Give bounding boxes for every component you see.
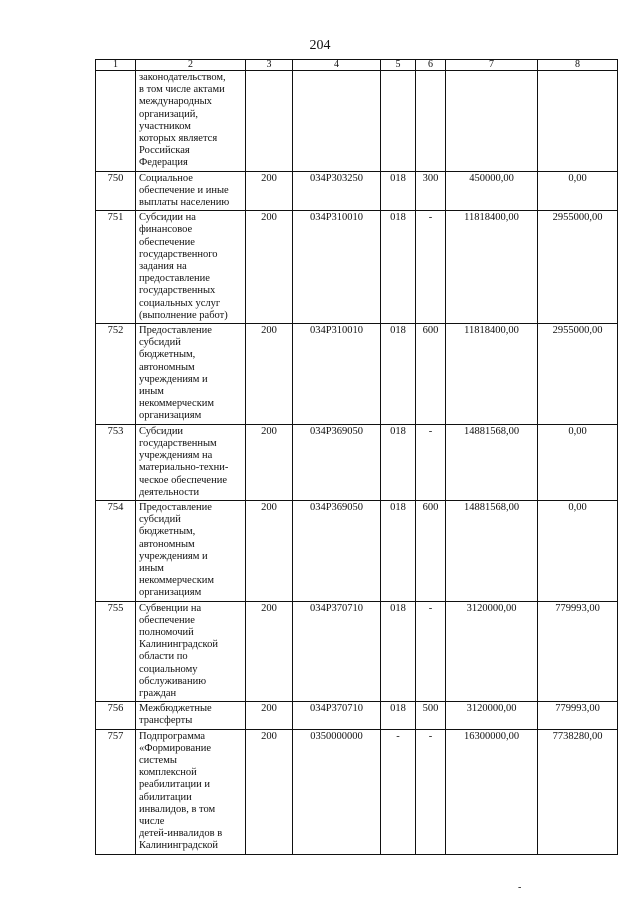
column-header: 2: [136, 60, 246, 71]
description-line: иным: [139, 562, 164, 574]
description-line: учреждениям и: [139, 550, 208, 562]
column-header: 3: [246, 60, 293, 71]
cell-c7: 3120000,00: [446, 702, 538, 729]
description-line: реабилитации и: [139, 779, 210, 791]
column-header: 5: [381, 60, 416, 71]
description-line: задания на: [139, 261, 187, 273]
cell-c3: 200: [246, 211, 293, 324]
description-line: Предоставление: [139, 325, 212, 337]
description-line: которых является: [139, 133, 218, 145]
cell-c4: 034Р310010: [293, 324, 381, 425]
description-line: бюджетным,: [139, 526, 196, 538]
table-row: [96, 424, 618, 500]
row-number: 751: [96, 211, 136, 324]
cell-c3: 200: [246, 424, 293, 500]
cell-c7: 3120000,00: [446, 601, 538, 702]
description-line: Российская: [139, 145, 190, 157]
row-number: 757: [96, 729, 136, 854]
description-line: Калининградской: [139, 639, 218, 651]
description-line: социальному: [139, 663, 198, 675]
description-line: Калининградской: [139, 840, 218, 852]
description-line: деятельности: [139, 486, 200, 498]
description-line: комплексной: [139, 767, 197, 779]
table-row: [96, 601, 618, 702]
cell-c6: 600: [416, 500, 446, 601]
table-body: [96, 71, 618, 855]
description-line: трансферты: [139, 715, 193, 727]
cell-c4: 034Р310010: [293, 211, 381, 324]
description-line: Межбюджетные: [139, 703, 212, 715]
row-number: 752: [96, 324, 136, 425]
description-line: детей-инвалидов в: [139, 828, 223, 840]
cell-c7: 11818400,00: [446, 324, 538, 425]
description-line: учреждениям и: [139, 373, 208, 385]
description-line: ческое обеспечение: [139, 474, 227, 486]
description-line: социальных услуг: [139, 297, 221, 309]
cell-c6: -: [416, 211, 446, 324]
description-line: «Формирование: [139, 742, 212, 754]
cell-c7: 11818400,00: [446, 211, 538, 324]
table-row: [96, 324, 618, 425]
cell-c6: -: [416, 601, 446, 702]
description-line: иным: [139, 386, 164, 398]
description-line: выплаты населению: [139, 197, 230, 209]
cell-c5: -: [381, 729, 416, 854]
cell-c6: 500: [416, 702, 446, 729]
cell-c6: 300: [416, 171, 446, 211]
description-line: международных: [139, 96, 212, 108]
description-line: учреждениям на: [139, 450, 213, 462]
page-number: 204: [309, 38, 331, 53]
row-description: [136, 500, 246, 601]
row-number: 750: [96, 171, 136, 211]
description-line: Федерация: [139, 157, 188, 169]
cell-c3: 200: [246, 500, 293, 601]
row-description: [136, 702, 246, 729]
cell-c7: 14881568,00: [446, 500, 538, 601]
cell-c8: 779993,00: [538, 702, 618, 729]
description-line: финансовое: [139, 224, 193, 236]
cell-c4: 034Р370710: [293, 601, 381, 702]
description-line: организациям: [139, 410, 202, 422]
cell-c6: [416, 71, 446, 172]
description-line: организаций,: [139, 108, 198, 120]
row-description: [136, 211, 246, 324]
table-row: [96, 702, 618, 729]
description-line: обслуживанию: [139, 675, 207, 687]
description-line: Субсидии: [139, 425, 184, 437]
cell-c3: 200: [246, 729, 293, 854]
footer-mark: -: [518, 882, 522, 893]
cell-c3: 200: [246, 702, 293, 729]
cell-c8: 7738280,00: [538, 729, 618, 854]
cell-c8: 2955000,00: [538, 211, 618, 324]
description-line: Предоставление: [139, 501, 212, 513]
row-number: 756: [96, 702, 136, 729]
cell-c7: [446, 71, 538, 172]
description-line: Субсидии на: [139, 212, 196, 224]
table-header: [96, 60, 618, 71]
cell-c8: 2955000,00: [538, 324, 618, 425]
cell-c7: 14881568,00: [446, 424, 538, 500]
description-line: материально-техни-: [139, 462, 229, 474]
cell-c5: 018: [381, 211, 416, 324]
cell-c3: 200: [246, 601, 293, 702]
row-number: [96, 71, 136, 172]
cell-c4: 034Р370710: [293, 702, 381, 729]
row-description: [136, 729, 246, 854]
description-line: государственного: [139, 248, 218, 260]
row-description: [136, 601, 246, 702]
table-row: [96, 500, 618, 601]
description-line: полномочий: [139, 626, 194, 638]
table-row: [96, 71, 618, 172]
description-line: некоммерческим: [139, 398, 215, 410]
cell-c4: 034Р369050: [293, 500, 381, 601]
table-row: [96, 729, 618, 854]
description-line: организациям: [139, 587, 202, 599]
description-line: предоставление: [139, 273, 210, 285]
table-row: [96, 171, 618, 211]
cell-c5: 018: [381, 702, 416, 729]
column-header: 6: [416, 60, 446, 71]
cell-c6: 600: [416, 324, 446, 425]
description-line: субсидий: [139, 514, 181, 526]
cell-c4: 034Р369050: [293, 424, 381, 500]
description-line: в том числе актами: [139, 84, 225, 96]
cell-c8: [538, 71, 618, 172]
row-description: [136, 324, 246, 425]
cell-c4: 0350000000: [293, 729, 381, 854]
description-line: государственным: [139, 437, 217, 449]
description-line: бюджетным,: [139, 349, 196, 361]
cell-c3: 200: [246, 324, 293, 425]
cell-c6: -: [416, 424, 446, 500]
cell-c5: 018: [381, 601, 416, 702]
cell-c5: 018: [381, 324, 416, 425]
cell-c4: 034Р303250: [293, 171, 381, 211]
column-header: 8: [538, 60, 618, 71]
table-row: [96, 211, 618, 324]
description-line: системы: [139, 754, 177, 766]
cell-c3: [246, 71, 293, 172]
description-line: субсидий: [139, 337, 181, 349]
cell-c7: 450000,00: [446, 171, 538, 211]
description-line: области по: [139, 651, 188, 663]
cell-c7: 16300000,00: [446, 729, 538, 854]
description-line: государственных: [139, 285, 216, 297]
column-header: 4: [293, 60, 381, 71]
cell-c8: 0,00: [538, 424, 618, 500]
description-line: обеспечение: [139, 614, 195, 626]
description-line: числе: [139, 815, 165, 827]
column-header: 1: [96, 60, 136, 71]
description-line: инвалидов, в том: [139, 803, 216, 815]
description-line: (выполнение работ): [139, 309, 228, 321]
row-description: [136, 71, 246, 172]
description-line: обеспечение: [139, 236, 195, 248]
cell-c5: 018: [381, 171, 416, 211]
cell-c8: 779993,00: [538, 601, 618, 702]
description-line: законодательством,: [139, 72, 226, 83]
description-line: Подпрограмма: [139, 730, 206, 742]
row-number: 753: [96, 424, 136, 500]
cell-c8: 0,00: [538, 171, 618, 211]
description-line: граждан: [139, 687, 177, 699]
row-number: 754: [96, 500, 136, 601]
description-line: абилитации: [139, 791, 192, 803]
description-line: Субвенции на: [139, 602, 202, 614]
cell-c5: [381, 71, 416, 172]
description-line: Социальное: [139, 172, 193, 184]
cell-c6: -: [416, 729, 446, 854]
cell-c4: [293, 71, 381, 172]
description-line: обеспечение и иные: [139, 184, 229, 196]
description-line: автономным: [139, 538, 195, 550]
budget-table: [95, 59, 618, 855]
row-description: [136, 171, 246, 211]
column-header: 7: [446, 60, 538, 71]
row-number: 755: [96, 601, 136, 702]
row-description: [136, 424, 246, 500]
cell-c5: 018: [381, 424, 416, 500]
description-line: некоммерческим: [139, 575, 215, 587]
description-line: участником: [139, 120, 191, 132]
description-line: автономным: [139, 361, 195, 373]
cell-c8: 0,00: [538, 500, 618, 601]
cell-c5: 018: [381, 500, 416, 601]
cell-c3: 200: [246, 171, 293, 211]
